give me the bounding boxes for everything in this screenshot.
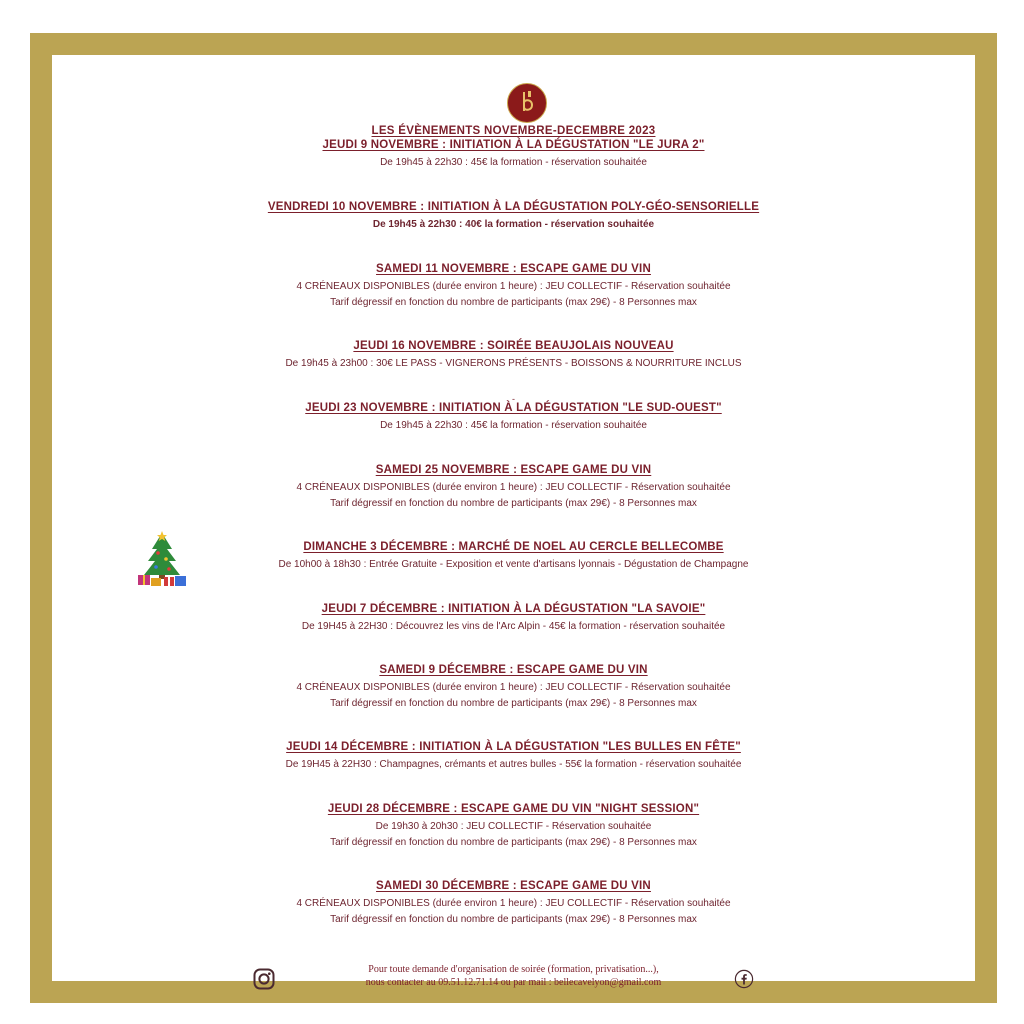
event-detail: Tarif dégressif en fonction du nombre de participants (max 29€) - 8 Personnes max [330,497,697,509]
event-block [52,803,975,850]
event-detail: De 10h00 à 18h30 : Entrée Gratuite - Exposition et vente d'artisans lyonnais - Dégustation de Champagne [278,559,749,570]
event-detail: 4 CRÉNEAUX DISPONIBLES (durée environ 1 heure) : JEU COLLECTIF - Réservation souhaitée [296,482,731,493]
event-heading: SAMEDI 30 DÉCEMBRE : ESCAPE GAME DU VIN [376,880,651,892]
event-detail: Tarif dégressif en fonction du nombre de participants (max 29€) - 8 Personnes max [330,296,697,308]
event-heading: JEUDI 16 NOVEMBRE : SOIRÉE BEAUJOLAIS NOUVEAU [353,340,674,352]
separator-dash: - [512,394,515,404]
event-heading: SAMEDI 9 DÉCEMBRE : ESCAPE GAME DU VIN [379,664,648,676]
event-heading: JEUDI 28 DÉCEMBRE : ESCAPE GAME DU VIN "NIGHT SESSION" [327,803,700,815]
facebook-icon[interactable] [734,969,754,989]
event-heading: SAMEDI 25 NOVEMBRE : ESCAPE GAME DU VIN [375,464,652,476]
event-detail: Tarif dégressif en fonction du nombre de participants (max 29€) - 8 Personnes max [330,697,697,709]
event-block [52,402,975,434]
event-detail: 4 CRÉNEAUX DISPONIBLES (durée environ 1 heure) : JEU COLLECTIF - Réservation souhaitée [296,898,731,909]
christmas-tree-icon [136,531,188,587]
contact-footer [52,963,975,989]
event-block [52,139,975,171]
event-detail: De 19h45 à 22h30 : 45€ la formation - réservation souhaitée [380,157,647,168]
poster-content [52,55,975,988]
event-detail: De 19H45 à 22H30 : Champagnes, crémants et autres bulles - 55€ la formation - réservation souhaitée [285,759,742,770]
event-heading: JEUDI 7 DÉCEMBRE : INITIATION À LA DÉGUSTATION "LA SAVOIE" [321,603,706,615]
event-heading: VENDREDI 10 NOVEMBRE : INITIATION À LA DÉGUSTATION POLY-GÉO-SENSORIELLE [267,201,760,213]
event-block [52,603,975,635]
footer-line-1: Pour toute demande d'organisation de soirée (formation, privatisation...), [368,964,659,975]
event-detail: Tarif dégressif en fonction du nombre de participants (max 29€) - 8 Personnes max [330,913,697,925]
event-detail: De 19h45 à 23h00 : 30€ LE PASS - VIGNERONS PRÉSENTS - BOISSONS & NOURRITURE INCLUS [285,358,742,369]
event-heading: JEUDI 9 NOVEMBRE : INITIATION À LA DÉGUSTATION "LE JURA 2" [322,139,705,151]
page-title: LES ÉVÈNEMENTS NOVEMBRE-DECEMBRE 2023 [371,125,656,137]
event-block [52,541,975,573]
event-block [52,741,975,773]
event-detail: De 19h45 à 22h30 : 45€ la formation - réservation souhaitée [380,420,647,431]
event-block [52,880,975,927]
footer-line-2: nous contacter au 09.51.12.71.14 ou par mail : bellecavelyon@gmail.com [365,977,662,988]
event-heading: DIMANCHE 3 DÉCEMBRE : MARCHÉ DE NOEL AU CERCLE BELLECOMBE [303,541,724,553]
event-detail: 4 CRÉNEAUX DISPONIBLES (durée environ 1 heure) : JEU COLLECTIF - Réservation souhaitée [296,682,731,693]
event-detail: De 19h30 à 20h30 : JEU COLLECTIF - Réservation souhaitée [375,821,652,832]
event-heading: JEUDI 14 DÉCEMBRE : INITIATION À LA DÉGUSTATION "LES BULLES EN FÊTE" [286,741,741,753]
event-block [52,201,975,233]
event-detail: De 19h45 à 22h30 : 40€ la formation - réservation souhaitée [372,219,655,230]
event-block [52,464,975,511]
event-heading: JEUDI 23 NOVEMBRE : INITIATION À LA DÉGUSTATION "LE SUD-OUEST" [305,402,722,414]
event-detail: 4 CRÉNEAUX DISPONIBLES (durée environ 1 heure) : JEU COLLECTIF - Réservation souhaitée [296,281,731,292]
event-block [52,340,975,372]
event-block [52,263,975,310]
event-detail: De 19H45 à 22H30 : Découvrez les vins de l'Arc Alpin - 45€ la formation - réservation souhaitée [301,621,726,632]
event-detail: Tarif dégressif en fonction du nombre de participants (max 29€) - 8 Personnes max [330,836,697,848]
event-heading: SAMEDI 11 NOVEMBRE : ESCAPE GAME DU VIN [376,263,651,275]
gold-frame [30,33,997,1003]
bellecave-logo [507,83,547,123]
event-block [52,664,975,711]
